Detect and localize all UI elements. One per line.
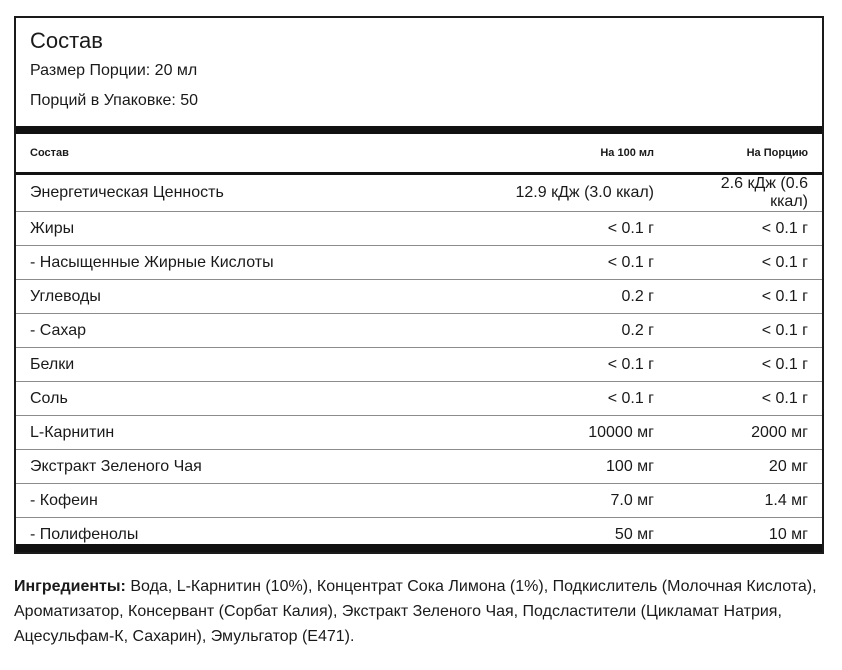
value-per-serving: 2.6 кДж (0.6 ккал)	[720, 175, 808, 210]
nutrition-table	[16, 134, 822, 551]
value-per-serving: 1.4 мг	[668, 484, 822, 518]
table-row	[16, 382, 822, 416]
value-per-serving: < 0.1 г	[668, 246, 822, 280]
nutrient-name: Углеводы	[16, 280, 444, 314]
table-row	[16, 174, 822, 212]
value-per-serving: 2000 мг	[668, 416, 822, 450]
nutrition-facts-panel	[14, 16, 824, 554]
header-per-serving: На Порцию	[668, 134, 822, 174]
table-row	[16, 280, 822, 314]
value-per-100ml: 0.2 г	[444, 280, 668, 314]
value-per-100ml: < 0.1 г	[444, 382, 668, 416]
ingredients-label: Ингредиенты:	[14, 578, 126, 595]
value-per-100ml: 12.9 кДж (3.0 ккал)	[515, 184, 654, 201]
header-per-100ml: На 100 мл	[444, 134, 668, 174]
value-per-100ml: 0.2 г	[444, 314, 668, 348]
header-composition: Состав	[16, 134, 444, 174]
nutrient-name: L-Карнитин	[16, 416, 444, 450]
value-per-serving: 20 мг	[668, 450, 822, 484]
table-row	[16, 314, 822, 348]
nutrient-name: Жиры	[16, 212, 444, 246]
header-divider	[16, 126, 822, 134]
nutrient-name: Экстракт Зеленого Чая	[16, 450, 444, 484]
nutrient-name: Белки	[16, 348, 444, 382]
table-bottom-divider	[16, 544, 822, 552]
value-per-100ml: < 0.1 г	[444, 246, 668, 280]
nutrient-name: Энергетическая Ценность	[30, 184, 224, 201]
nutrient-name: Соль	[16, 382, 444, 416]
value-per-serving: < 0.1 г	[668, 314, 822, 348]
table-row	[16, 416, 822, 450]
value-per-100ml: 7.0 мг	[444, 484, 668, 518]
table-row	[16, 484, 822, 518]
value-per-serving: < 0.1 г	[668, 382, 822, 416]
table-row	[16, 246, 822, 280]
servings-per-container: Порций в Упаковке: 50	[30, 92, 199, 109]
ingredients-text: Вода, L-Карнитин (10%), Концентрат Сока Лимона (1%), Подкислитель (Молочная Кислота), Ароматизатор, Консервант (Сорбат Калия), Экстракт Зеленого Чая, Подсластители (Цикламат Натрия, Ацесульфам-К, Сахарин), Эмульгатор (Е471).	[14, 578, 817, 645]
nutrient-name: - Кофеин	[16, 484, 444, 518]
table-row	[16, 212, 822, 246]
panel-header	[16, 18, 822, 126]
value-per-serving: 10 мг	[668, 518, 822, 552]
value-per-serving: < 0.1 г	[668, 212, 822, 246]
value-per-100ml: 50 мг	[444, 518, 668, 552]
value-per-serving: < 0.1 г	[668, 348, 822, 382]
value-per-serving: < 0.1 г	[668, 280, 822, 314]
serving-size: Размер Порции: 20 мл	[30, 62, 198, 79]
value-per-100ml: 100 мг	[444, 450, 668, 484]
value-per-100ml: < 0.1 г	[444, 212, 668, 246]
nutrient-name: - Насыщенные Жирные Кислоты	[16, 246, 444, 280]
table-row	[16, 348, 822, 382]
panel-title: Состав	[30, 28, 103, 53]
nutrient-name: - Полифенолы	[16, 518, 444, 552]
value-per-100ml: < 0.1 г	[444, 348, 668, 382]
ingredients-paragraph	[14, 574, 826, 649]
nutrient-name: - Сахар	[16, 314, 444, 348]
value-per-100ml: 10000 мг	[444, 416, 668, 450]
table-header-row	[16, 134, 822, 174]
table-row	[16, 450, 822, 484]
